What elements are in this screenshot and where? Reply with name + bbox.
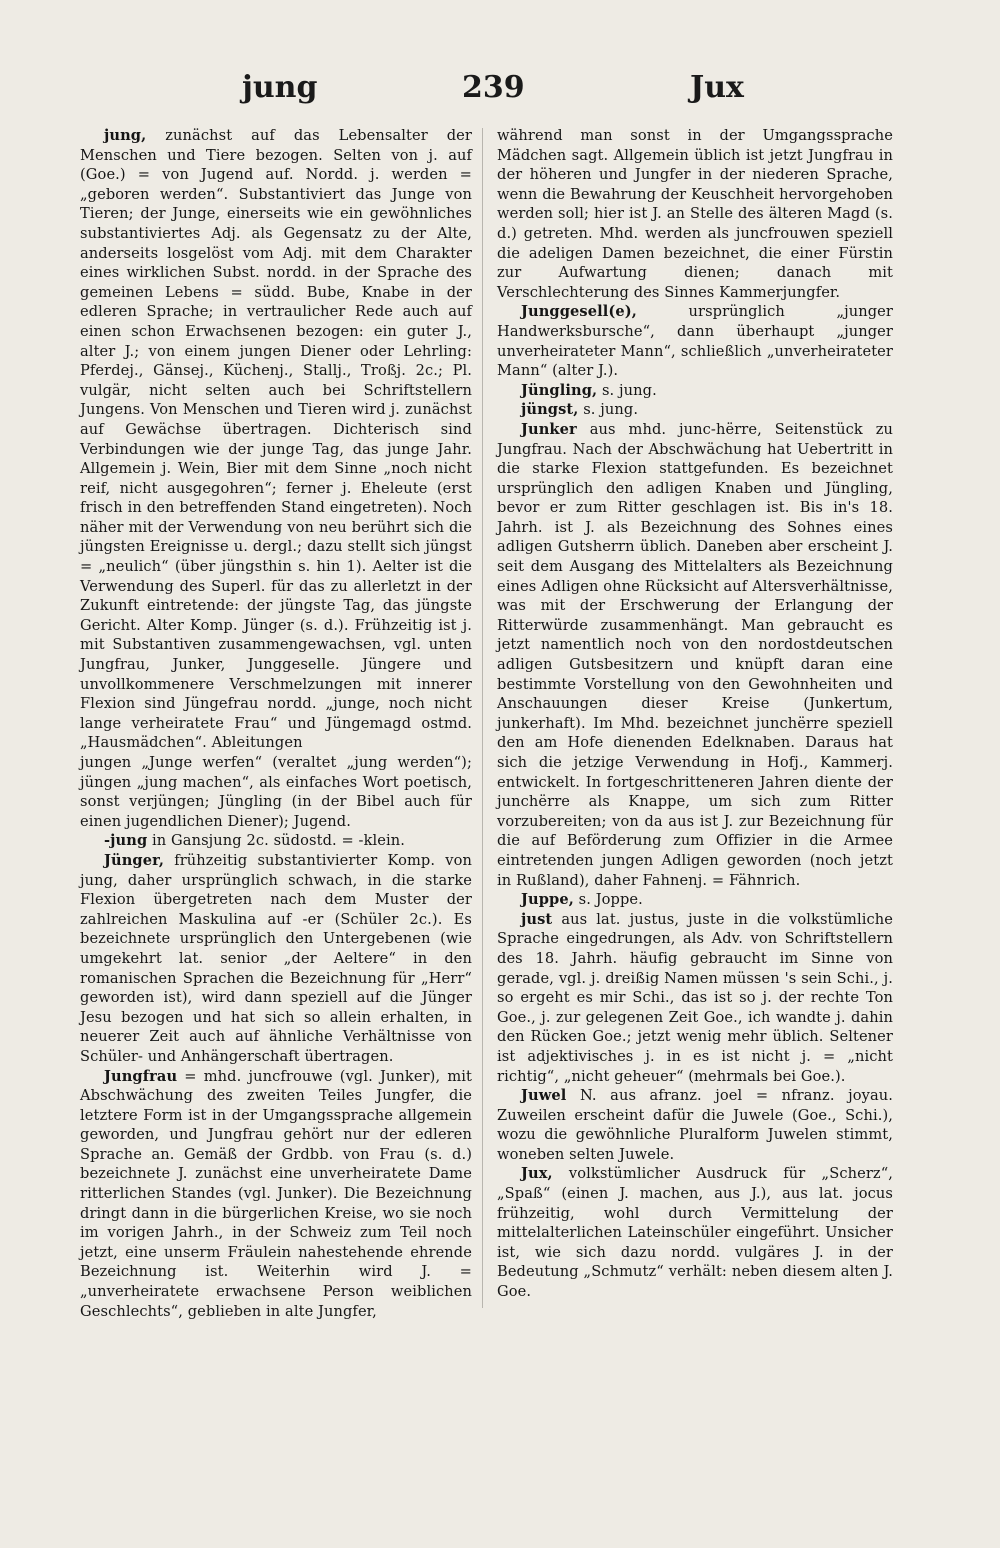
entry-text: ursprünglich „junger Handwerksbursche“, dann überhaupt „junger unverheirateter Mann“, schließlich „unverheirateter Mann“ (alter J.). xyxy=(497,303,893,380)
entry-headword: Jüngling, xyxy=(521,381,598,399)
dictionary-entry xyxy=(497,890,893,910)
entry-text: in Gansjung 2c. südostd. = -klein. xyxy=(147,832,406,850)
entry-headword: just xyxy=(521,910,553,928)
entry-text: aus mhd. junc-hërre, Seitenstück zu Jungfrau. Nach der Abschwächung hat Uebertritt in die starke Flexion stattgefunden. Es bezeichnet ursprünglich den adligen Knaben und Jüngling, bevor er zum Ritter geschlagen ist. Bis in's 18. Jahrh. ist J. als Bezeichnung des Sohnes eines adligen Gutsherrn üblich. Daneben aber erscheint J. seit dem Ausgang des Mittelalters als Bezeichnung eines Adligen ohne Rücksicht auf Altersverhältnisse, was mit der Erschwerung der Erlangung der Ritterwürde zusammenhängt. Man gebraucht es jetzt namentlich noch von den nordostdeutschen adligen Gutsbesitzern und knüpft daran eine bestimmte Vorstellung von den Gewohnheiten und Anschauungen dieser Kreise (Junkertum, junkerhaft). Im Mhd. bezeichnet junchërre speziell den am Hofe dienenden Edelknaben. Daraus hat sich die jetzige Verwendung in Hofj., Kammerj. entwickelt. In fortgeschritteneren Jahren diente der junchërre als Knappe, um sich zum Ritter vorzubereiten; von da aus ist J. zur Bezeichnung für die auf Beförderung zum Offizier in die Armee eintretenden jungen Adligen geworden (noch jetzt in Rußland), daher Fahnenj. = Fähnrich. xyxy=(497,420,893,889)
left-column xyxy=(80,126,472,1321)
dictionary-entry xyxy=(497,126,893,302)
right-column xyxy=(497,126,893,1302)
dictionary-entry xyxy=(497,1164,893,1301)
dictionary-entry xyxy=(497,302,893,380)
entry-headword: Junker xyxy=(521,420,577,438)
entry-headword: Juwel xyxy=(521,1087,567,1105)
dictionary-entry xyxy=(80,851,472,1067)
entry-headword: Juppe, xyxy=(521,891,574,909)
column-divider xyxy=(482,128,483,1308)
dictionary-entry xyxy=(80,1067,472,1322)
entry-text: aus lat. justus, juste in die volkstümliche Sprache eingedrungen, als Adv. von Schriftstellern des 18. Jahrh. häufig gebraucht im Sinne von gerade, vgl. j. dreißig Namen müssen 's sein Schi., j. so ergeht es mir Schi., das ist so j. der rechte Ton Goe., j. zur gelegenen Zeit Goe., ich wandte j. dahin den Rücken Goe.; jetzt wenig mehr üblich. Seltener ist adjektivisches j. in es ist nicht j. = „nicht richtig“, „nicht geheuer“ (mehrmals bei Goe.). xyxy=(497,910,893,1085)
entry-headword: Junggesell(e), xyxy=(521,303,637,321)
header-left-catchword: jung xyxy=(242,70,318,105)
dictionary-entry xyxy=(497,381,893,401)
entry-text: N. aus afranz. joel = nfranz. joyau. Zuweilen erscheint dafür die Juwele (Goe., Schi.), wozu die gewöhnliche Pluralform Juwelen stimmt, woneben selten Juwele. xyxy=(497,1087,893,1163)
entry-headword: Jungfrau xyxy=(104,1067,178,1085)
entry-text: s. jung. xyxy=(597,381,657,399)
dictionary-entry xyxy=(80,831,472,851)
entry-text: während man sonst in der Umgangssprache Mädchen sagt. Allgemein üblich ist jetzt Jungfrau in der höheren und Jungfer in der niederen Sprache, wenn die Bewahrung der Keuschheit hervorgehoben werden soll; hier ist J. an Stelle des älteren Magd (s. d.) getreten. Mhd. werden als juncfrouwen speziell die adeligen Damen bezeichnet, die einer Fürstin zur Aufwartung dienen; danach mit Verschlechterung des Sinnes Kammerjungfer. xyxy=(497,127,893,301)
entry-text: frühzeitig substantivierter Komp. von jung, daher ursprünglich schwach, in die starke Flexion übergetreten nach dem Muster der zahlreichen Maskulina auf -er (Schüler 2c.). Es bezeichnete ursprünglich den Untergebenen (wie umgekehrt lat. senior „der Aeltere“ in den romanischen Sprachen die Bezeichnung für „Herr“ geworden ist), wird dann speziell auf die Jünger Jesu bezogen und hat sich so allein erhalten, in neuerer Zeit auch auf ähnliche Verhältnisse von Schüler- und Anhängerschaft übertragen. xyxy=(80,851,472,1065)
dictionary-entry xyxy=(80,753,472,831)
dictionary-entry xyxy=(497,420,893,890)
dictionary-entry xyxy=(497,1086,893,1164)
dictionary-entry xyxy=(80,126,472,753)
page-number: 239 xyxy=(462,70,525,105)
dictionary-entry xyxy=(497,910,893,1086)
entry-text: zunächst auf das Lebensalter der Menschen und Tiere bezogen. Selten von j. auf (Goe.) = von Jugend auf. Nordd. j. werden = „geboren werden“. Substantiviert das Junge von Tieren; der Junge, einerseits wie ein gewöhnliches substantiviertes Adj. als Gegensatz zu der Alte, anderseits losgelöst vom Adj. mit dem Charakter eines wirklichen Subst. nordd. in der Sprache des gemeinen Lebens = südd. Bube, Knabe in der edleren Sprache; in vertraulicher Rede auch auf einen schon Erwachsenen bezogen: ein guter J., alter J.; von einem jungen Diener oder Lehrling: Pferdej., Gänsej., Küchenj., Stallj., Troßj. 2c.; Pl. vulgär, nicht selten auch bei Schriftstellern Jungens. Von Menschen und Tieren wird j. zunächst auf Gewächse übertragen. Dichterisch sind Verbindungen wie der junge Tag, das junge Jahr. Allgemein j. Wein, Bier mit dem Sinne „noch nicht reif, nicht ausgegohren“; ferner j. Eheleute (erst frisch in den betreffenden Stand eingetreten). Noch näher mit der Verwendung von neu berührt sich die jüngsten Ereignisse u. dergl.; dazu stellt sich jüngst = „neulich“ (über jüngsthin s. hin 1). Aelter ist die Verwendung des Superl. für das zu allerletzt in der Zukunft eintretende: der jüngste Tag, das jüngste Gericht. Alter Komp. Jünger (s. d.). Frühzeitig ist j. mit Substantiven zusammengewachsen, vgl. unten Jungfrau, Junker, Junggeselle. Jüngere und unvollkommenere Verschmelzungen mit innerer Flexion sind Jüngefrau nordd. „junge, noch nicht lange verheiratete Frau“ und Jüngemagd ostmd. „Hausmädchen“. Ableitungen xyxy=(80,127,472,752)
entry-text: jungen „Junge werfen“ (veraltet „jung werden“); jüngen „jung machen“, als einfaches Wort poetisch, sonst verjüngen; Jüngling (in der Bibel auch für einen jugendlichen Diener); Jugend. xyxy=(80,754,472,830)
header-right-catchword: Jux xyxy=(690,70,744,105)
entry-headword: Jünger, xyxy=(104,851,165,869)
entry-text: s. jung. xyxy=(578,401,639,419)
entry-headword: -jung xyxy=(104,832,148,850)
entry-headword: Jux, xyxy=(521,1165,553,1183)
entry-headword: jüngst, xyxy=(521,401,579,419)
entry-text: s. Joppe. xyxy=(573,891,643,909)
entry-text: = mhd. juncfrouwe (vgl. Junker), mit Abschwächung des zweiten Teiles Jungfer, die letztere Form ist in der Umgangssprache allgemein geworden, und Jungfrau gehört nur der edleren Sprache an. Gemäß der Grdbb. von Frau (s. d.) bezeichnete J. zunächst eine unverheiratete Dame ritterlichen Standes (vgl. Junker). Die Bezeichnung dringt dann in die bürgerlichen Kreise, wo sie noch im vorigen Jahrh., in der Schweiz zum Teil noch jetzt, eine unserm Fräulein nahestehende ehrende Bezeichnung ist. Weiterhin wird J. = „unverheiratete erwachsene Person weiblichen Geschlechts“, geblieben in alte Jungfer, xyxy=(80,1067,472,1320)
entry-text: volkstümlicher Ausdruck für „Scherz“, „Spaß“ (einen J. machen, aus J.), aus lat. jocus frühzeitig, wohl durch Vermittelung der mittelalterlichen Lateinschüler eingeführt. Unsicher ist, wie sich dazu nordd. vulgäres J. in der Bedeutung „Schmutz“ verhält: neben diesem alten J. Goe. xyxy=(497,1165,893,1301)
page-header xyxy=(80,70,920,110)
dictionary-entry xyxy=(497,400,893,420)
entry-headword: jung, xyxy=(104,127,147,144)
